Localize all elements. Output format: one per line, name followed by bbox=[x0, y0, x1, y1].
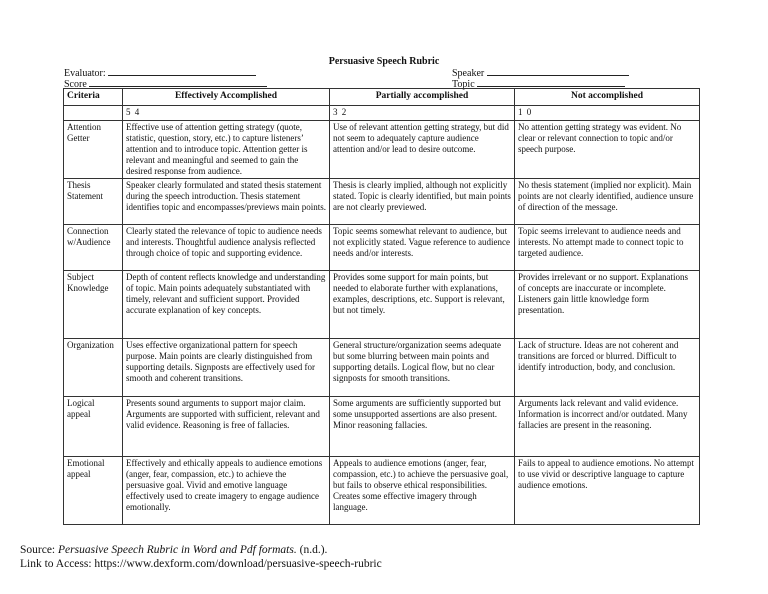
table-row bbox=[64, 457, 700, 525]
score-not: 1 0 bbox=[515, 106, 700, 121]
cell-partial: General structure/organization seems adequate but some blurring between main points and supporting details. Logical flow, but no clear signposts for smooth transitions. bbox=[330, 339, 515, 397]
cell-partial: Some arguments are sufficiently supported but some unsupported assertions are also present. Minor reasoning fallacies. bbox=[330, 397, 515, 457]
score-partial: 3 2 bbox=[330, 106, 515, 121]
source-citation bbox=[20, 544, 327, 557]
cell-partial: Provides some support for main points, but needed to elaborate further with explanations, examples, descriptions, etc. Support is relevant, but not timely. bbox=[330, 271, 515, 339]
criterion-subject-knowledge: Subject Knowledge bbox=[64, 271, 123, 339]
table-row bbox=[64, 339, 700, 397]
cell-not: Arguments lack relevant and valid evidence. Information is incorrect and/or outdated. Many fallacies are present in the reasoning. bbox=[515, 397, 700, 457]
score-effective: 5 4 bbox=[123, 106, 330, 121]
criterion-thesis-statement: Thesis Statement bbox=[64, 179, 123, 225]
cell-effective: Clearly stated the relevance of topic to audience needs and interests. Thoughtful audience analysis reflected through choice of topic and supporting evidence. bbox=[123, 225, 330, 271]
page-title: Persuasive Speech Rubric bbox=[328, 56, 440, 67]
criterion-logical-appeal: Logical appeal bbox=[64, 397, 123, 457]
header-effective: Effectively Accomplished bbox=[123, 89, 330, 106]
header-row bbox=[64, 89, 700, 106]
header-criteria: Criteria bbox=[64, 89, 123, 106]
cell-not: Topic seems irrelevant to audience needs and interests. No attempt made to connect topic to targeted audience. bbox=[515, 225, 700, 271]
cell-partial: Appeals to audience emotions (anger, fear, compassion, etc.) to achieve the persuasive goal, but fails to observe ethical responsibilities. Creates some effective imagery through language. bbox=[330, 457, 515, 525]
evaluator-blank-line bbox=[108, 67, 256, 76]
score-label: Score bbox=[64, 79, 87, 90]
source-link[interactable]: Link to Access: https://www.dexform.com/download/persuasive-speech-rubric bbox=[20, 558, 382, 570]
source-suffix: (n.d.). bbox=[296, 544, 328, 556]
cell-not: No thesis statement (implied nor explicit). Main points are not clearly identified, audience unsure of direction of the message. bbox=[515, 179, 700, 225]
evaluator-label: Evaluator: bbox=[64, 68, 106, 79]
table-row bbox=[64, 179, 700, 225]
table-row bbox=[64, 225, 700, 271]
table-row bbox=[64, 271, 700, 339]
table-row bbox=[64, 121, 700, 179]
cell-effective: Uses effective organizational pattern for speech purpose. Main points are clearly distinguished from supporting details. Signposts are effectively used for smooth and coherent transitions. bbox=[123, 339, 330, 397]
cell-not: Lack of structure. Ideas are not coherent and transitions are forced or blurred. Difficult to identify introduction, body, and conclusion. bbox=[515, 339, 700, 397]
criterion-organization: Organization bbox=[64, 339, 123, 397]
cell-not: Fails to appeal to audience emotions. No attempt to use vivid or descriptive language to capture audience emotions. bbox=[515, 457, 700, 525]
score-blank-line bbox=[89, 78, 267, 87]
cell-effective: Depth of content reflects knowledge and understanding of topic. Main points adequately substantiated with timely, relevant and sufficient support. Provided accurate explanation of key concepts. bbox=[123, 271, 330, 339]
cell-effective: Effective use of attention getting strategy (quote, statistic, question, story, etc.) to capture listeners’ attention and to introduce topic. Attention getter is relevant and meaningful and seemed to gain the desired response from audience. bbox=[123, 121, 330, 179]
cell-effective: Presents sound arguments to support major claim. Arguments are supported with sufficient, relevant and valid evidence. Reasoning is free of fallacies. bbox=[123, 397, 330, 457]
speaker-label: Speaker bbox=[452, 68, 485, 79]
speaker-blank-line bbox=[487, 67, 629, 76]
header-partial: Partially accomplished bbox=[330, 89, 515, 106]
cell-partial: Topic seems somewhat relevant to audience, but not explicitly stated. Vague reference to audience needs and/or interests. bbox=[330, 225, 515, 271]
cell-effective: Speaker clearly formulated and stated thesis statement during the speech introduction. Thesis statement identifies topic and encompasses/previews main points. bbox=[123, 179, 330, 225]
criterion-attention-getter: Attention Getter bbox=[64, 121, 123, 179]
cell-not: No attention getting strategy was evident. No clear or relevant connection to topic and/or speech purpose. bbox=[515, 121, 700, 179]
source-prefix: Source: bbox=[20, 544, 59, 556]
topic-blank-line bbox=[477, 78, 625, 87]
score-row bbox=[64, 106, 700, 121]
cell-partial: Use of relevant attention getting strategy, but did not seem to adequately capture audience attention and/or lead to desire outcome. bbox=[330, 121, 515, 179]
header-not: Not accomplished bbox=[515, 89, 700, 106]
source-title: Persuasive Speech Rubric in Word and Pdf formats. bbox=[58, 544, 297, 556]
criterion-connection-audience: Connection w/Audience bbox=[64, 225, 123, 271]
cell-not: Provides irrelevant or no support. Explanations of concepts are inaccurate or incomplete. Listeners gain little knowledge form presentation. bbox=[515, 271, 700, 339]
cell-partial: Thesis is clearly implied, although not explicitly stated. Topic is clearly identified, but main points are not clearly previewed. bbox=[330, 179, 515, 225]
rubric-table bbox=[63, 88, 700, 525]
cell-effective: Effectively and ethically appeals to audience emotions (anger, fear, compassion, etc.) to achieve the persuasive goal. Vivid and emotive language effectively used to create imagery to engage audience emotionally. bbox=[123, 457, 330, 525]
topic-label: Topic bbox=[452, 79, 475, 90]
score-cell-blank bbox=[64, 106, 123, 121]
criterion-emotional-appeal: Emotional appeal bbox=[64, 457, 123, 525]
table-row bbox=[64, 397, 700, 457]
